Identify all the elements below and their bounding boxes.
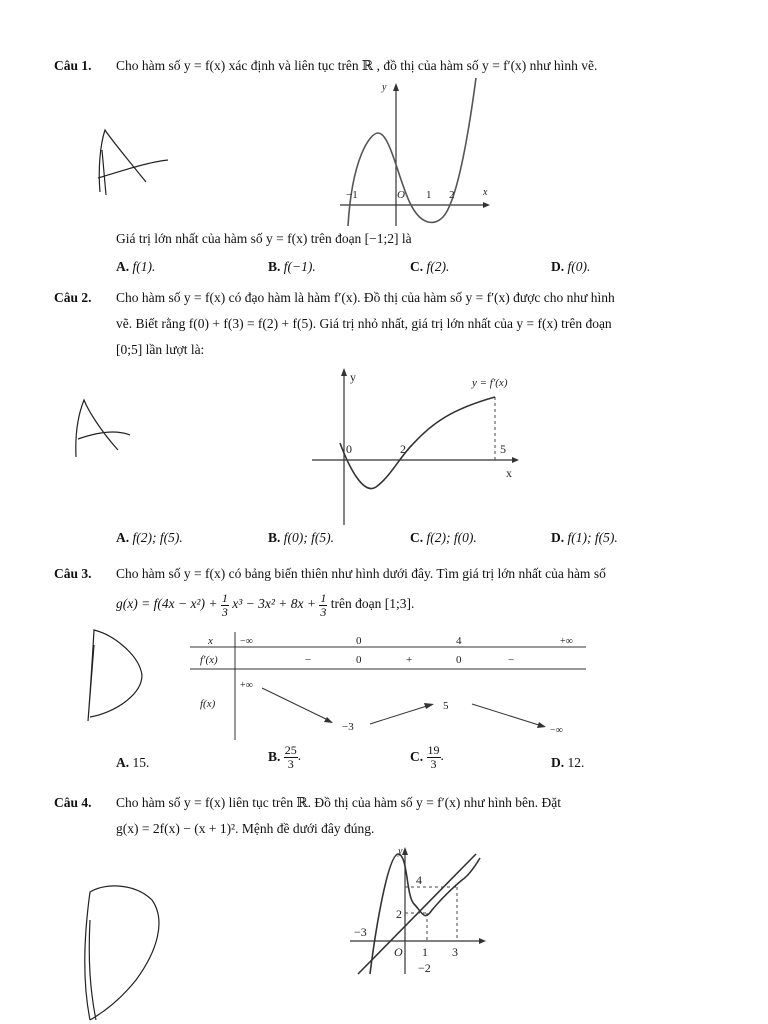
fraction: $\frac{1}{3}$ <box>320 591 327 619</box>
table-cell: 0 <box>456 654 462 666</box>
x-axis-label: x <box>506 466 512 480</box>
option-letter: A. <box>116 755 130 770</box>
tick-label: 2 <box>396 907 402 921</box>
tick-label: −3 <box>354 925 367 939</box>
question-number: Câu 1. <box>54 58 92 73</box>
y-axis-label: y <box>350 370 356 384</box>
option-text: f(2). <box>426 259 450 274</box>
tick-label: 3 <box>452 945 458 959</box>
question-stem: vẽ. Biết rằng f(0) + f(3) = f(2) + f(5). Giá trị nhỏ nhất, giá trị lớn nhất của y = f(x) trên đoạn <box>116 316 612 331</box>
option-text: f(1); f(5). <box>567 530 618 545</box>
question-number: Câu 4. <box>54 795 92 810</box>
answer-option-b[interactable]: B. $\frac{25}{3}$ . <box>268 743 302 771</box>
tick-label: 2 <box>449 189 455 201</box>
option-letter: B. <box>268 259 281 274</box>
option-letter: D. <box>551 530 565 545</box>
option-letter: A. <box>116 259 130 274</box>
table-cell: 0 <box>356 654 362 666</box>
handwritten-scribble <box>76 880 166 1024</box>
table-cell: − <box>508 654 515 666</box>
derivative-graph-1 <box>330 78 500 228</box>
tick-label: 5 <box>500 442 506 456</box>
question-number: Câu 3. <box>54 566 92 581</box>
option-fraction: $\frac{19}{3}$ <box>427 743 440 771</box>
option-fraction: $\frac{25}{3}$ <box>284 743 297 771</box>
answer-option-c[interactable] <box>410 259 449 275</box>
option-text: f(2); f(0). <box>426 530 477 545</box>
option-letter: C. <box>410 259 424 274</box>
table-cell: − <box>305 654 312 666</box>
formula-part: x³ − 3x² + 8x + <box>232 596 316 612</box>
formula-part: trên đoạn [1;3]. <box>330 596 415 612</box>
question-prompt: Giá trị lớn nhất của hàm số y = f(x) trên đoạn [−1;2] là <box>116 231 412 246</box>
answer-option-b[interactable] <box>268 530 334 546</box>
option-letter: A. <box>116 530 130 545</box>
x-axis-label: x <box>483 187 488 198</box>
function-formula <box>116 592 414 618</box>
derivative-graph-4 <box>350 846 490 976</box>
option-text: f(1). <box>132 259 156 274</box>
handwritten-scribble <box>84 625 146 725</box>
formula-part: g(x) = f(4x − x²) + <box>116 596 218 612</box>
handwritten-scribble <box>88 120 178 200</box>
option-text: 12. <box>567 755 585 770</box>
table-cell: 5 <box>443 700 449 712</box>
table-label: x <box>208 635 213 647</box>
answer-option-a[interactable] <box>116 259 155 275</box>
table-cell: −∞ <box>240 636 253 647</box>
curve-label: y = f′(x) <box>472 377 508 389</box>
question-stem: Cho hàm số y = f(x) xác định và liên tục trên ℝ , đồ thị của hàm số y = f′(x) như hình vẽ. <box>116 58 598 73</box>
question-number: Câu 2. <box>54 290 92 305</box>
option-letter: C. <box>410 749 424 765</box>
question-stem: Cho hàm số y = f(x) có bảng biến thiên như hình dưới đây. Tìm giá trị lớn nhất của hàm số <box>116 566 606 581</box>
answer-option-d[interactable] <box>551 530 618 546</box>
option-text: f(0); f(5). <box>283 530 334 545</box>
handwritten-scribble <box>70 395 140 465</box>
answer-option-a[interactable] <box>116 530 183 546</box>
option-letter: B. <box>268 530 281 545</box>
table-label: f′(x) <box>200 654 218 666</box>
option-text: f(−1). <box>283 259 316 274</box>
answer-option-a[interactable] <box>116 755 149 771</box>
answer-option-c[interactable] <box>410 530 477 546</box>
tick-label: −2 <box>418 961 431 975</box>
answer-option-d[interactable] <box>551 259 590 275</box>
origin-label: O <box>394 945 403 959</box>
table-cell: 4 <box>456 635 462 647</box>
table-label: f(x) <box>200 698 216 710</box>
table-cell: −∞ <box>550 725 563 736</box>
option-letter: C. <box>410 530 424 545</box>
table-cell: −3 <box>342 721 354 733</box>
tick-label: 1 <box>422 945 428 959</box>
option-text: 15. <box>132 755 150 770</box>
variation-table <box>190 632 586 742</box>
question-stem: g(x) = 2f(x) − (x + 1)². Mệnh đề dưới đây đúng. <box>116 821 375 836</box>
option-letter: B. <box>268 749 281 765</box>
y-axis-label: y <box>398 846 403 857</box>
question-stem: Cho hàm số y = f(x) có đạo hàm là hàm f′(x). Đồ thị của hàm số y = f′(x) được cho như hình <box>116 290 615 305</box>
derivative-graph-2 <box>312 365 522 525</box>
tick-label: 2 <box>400 442 406 456</box>
table-cell: +∞ <box>240 680 253 691</box>
answer-option-b[interactable] <box>268 259 316 275</box>
option-text: f(2); f(5). <box>132 530 183 545</box>
origin-label: O <box>397 189 405 201</box>
option-letter: D. <box>551 755 565 770</box>
answer-option-c[interactable]: C. $\frac{19}{3}$ . <box>410 743 444 771</box>
table-cell: 0 <box>356 635 362 647</box>
y-axis-label: y <box>382 82 387 93</box>
tick-label: 1 <box>426 189 432 201</box>
tick-label: −1 <box>346 189 358 201</box>
tick-label: 0 <box>346 442 352 456</box>
table-cell: + <box>406 654 413 666</box>
option-text: f(0). <box>567 259 591 274</box>
tick-label: 4 <box>416 873 422 887</box>
option-letter: D. <box>551 259 565 274</box>
question-stem: [0;5] lần lượt là: <box>116 342 205 357</box>
answer-option-d[interactable] <box>551 755 584 771</box>
question-stem: Cho hàm số y = f(x) liên tục trên ℝ. Đồ thị của hàm số y = f′(x) như hình bên. Đặt <box>116 795 562 810</box>
fraction: $\frac{1}{3}$ <box>221 591 228 619</box>
table-cell: +∞ <box>560 636 573 647</box>
